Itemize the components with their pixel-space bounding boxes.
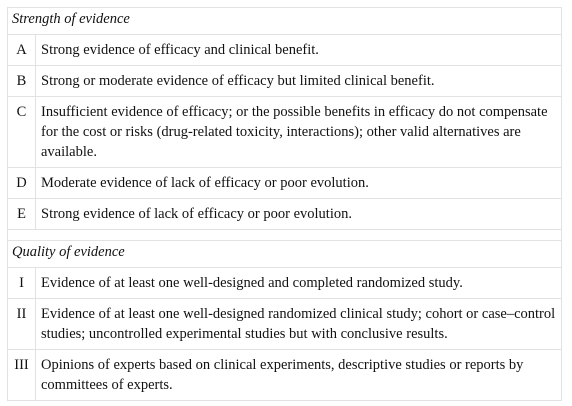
table-row bbox=[8, 66, 562, 97]
grade-code: D bbox=[8, 168, 36, 199]
grade-description: Evidence of at least one well-designed randomized clinical study; cohort or case–control studies; uncontrolled experimental studies but with conclusive results. bbox=[36, 299, 562, 350]
table-row bbox=[8, 299, 562, 350]
section-spacer-row bbox=[8, 230, 562, 241]
grade-description: Evidence of at least one well-designed and completed randomized study. bbox=[36, 268, 562, 299]
grade-description: Strong or moderate evidence of efficacy but limited clinical benefit. bbox=[36, 66, 562, 97]
table-row bbox=[8, 35, 562, 66]
section-title-strength: Strength of evidence bbox=[8, 8, 562, 35]
table-row bbox=[8, 268, 562, 299]
grade-code: II bbox=[8, 299, 36, 350]
grade-description: Moderate evidence of lack of efficacy or poor evolution. bbox=[36, 168, 562, 199]
section-title-quality: Quality of evidence bbox=[8, 241, 562, 268]
table-row bbox=[8, 168, 562, 199]
table-row bbox=[8, 199, 562, 230]
evidence-grading-table bbox=[7, 7, 562, 401]
section-header-row bbox=[8, 8, 562, 35]
grade-code: III bbox=[8, 350, 36, 401]
grade-description: Strong evidence of efficacy and clinical benefit. bbox=[36, 35, 562, 66]
grade-code: E bbox=[8, 199, 36, 230]
section-header-row bbox=[8, 241, 562, 268]
grade-code: I bbox=[8, 268, 36, 299]
table-row bbox=[8, 97, 562, 168]
evidence-grading-table-container bbox=[7, 7, 562, 401]
grade-code: C bbox=[8, 97, 36, 168]
grade-code: B bbox=[8, 66, 36, 97]
table-row bbox=[8, 350, 562, 401]
grade-description: Insufficient evidence of efficacy; or the possible benefits in efficacy do not compensate for the cost or risks (drug-related toxicity, interactions); other valid alternatives are available. bbox=[36, 97, 562, 168]
grade-description: Opinions of experts based on clinical experiments, descriptive studies or reports by committees of experts. bbox=[36, 350, 562, 401]
section-spacer bbox=[8, 230, 562, 241]
grade-description: Strong evidence of lack of efficacy or poor evolution. bbox=[36, 199, 562, 230]
grade-code: A bbox=[8, 35, 36, 66]
